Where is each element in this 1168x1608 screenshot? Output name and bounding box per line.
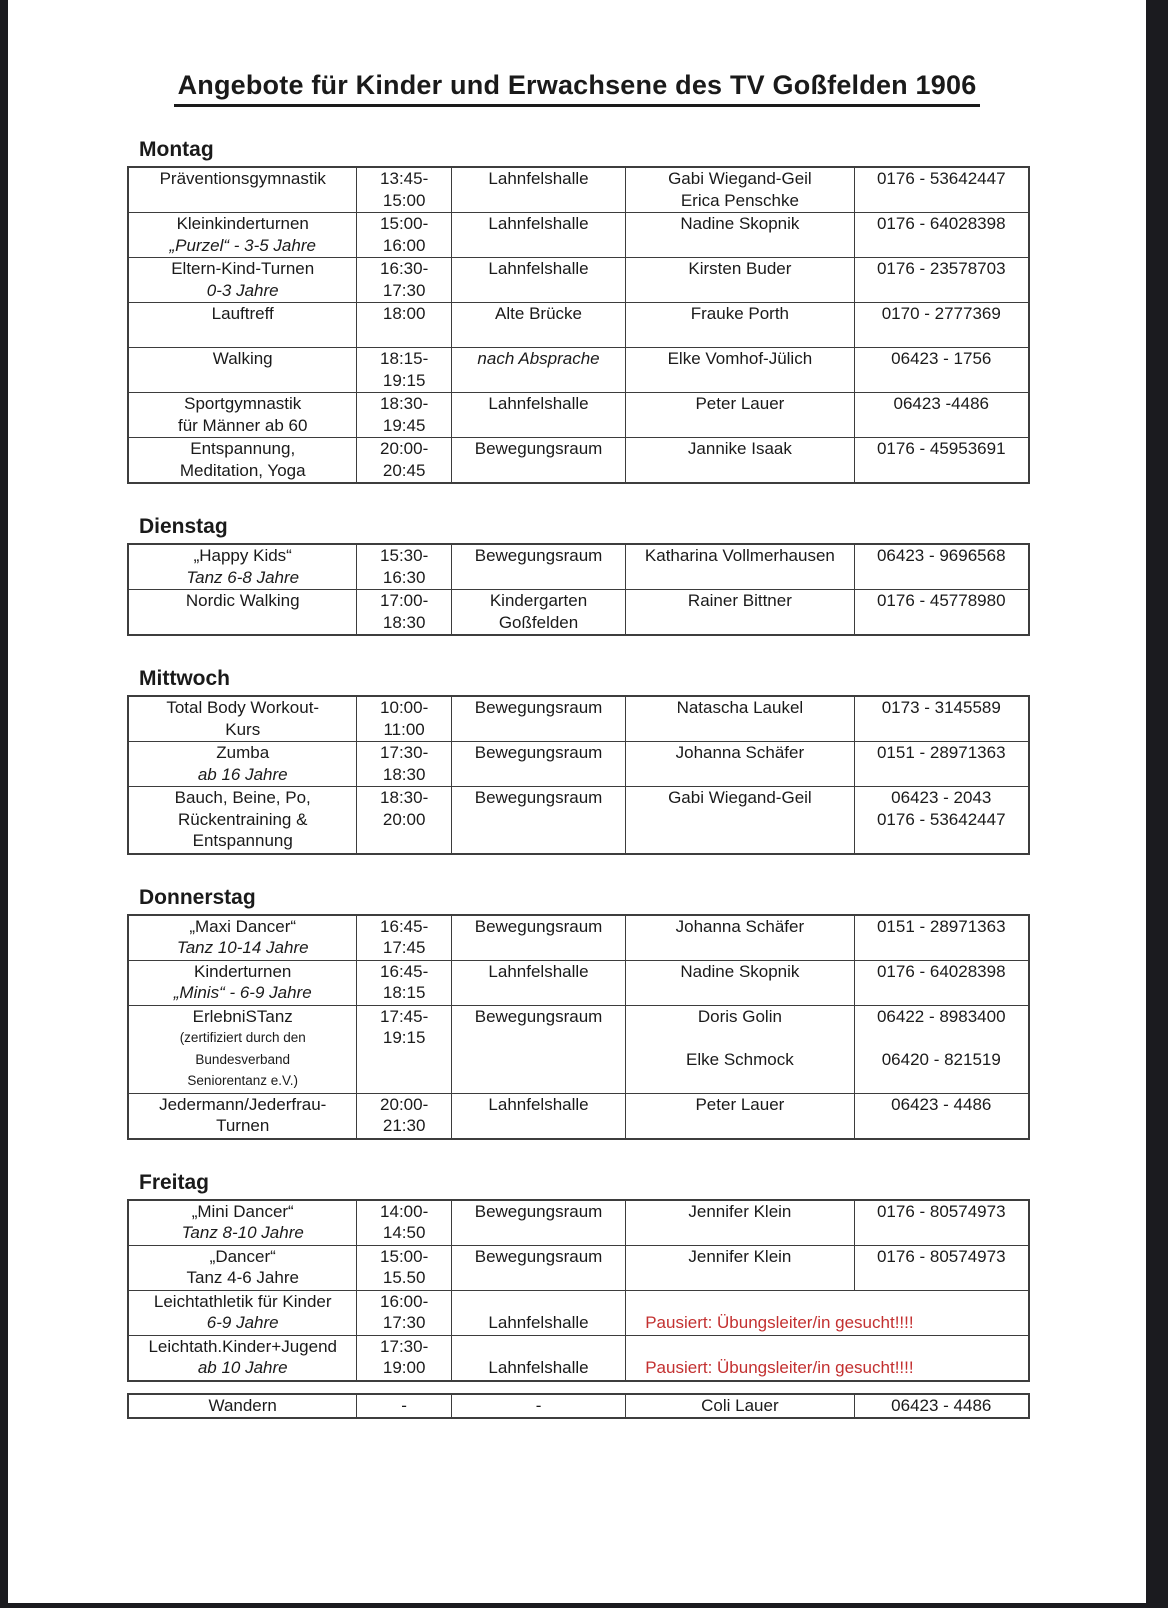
location-cell (451, 1201, 625, 1245)
cell-line (629, 1027, 850, 1049)
phone-cell (854, 438, 1028, 482)
phone-cell (854, 742, 1028, 786)
cell-line: Lahnfelshalle (488, 1094, 589, 1114)
cell-line: 15:00- (380, 1246, 429, 1266)
time-cell (356, 1006, 450, 1093)
cell-line: 0176 - 80574973 (876, 1201, 1006, 1221)
cell-line: Leichtath.Kinder+Jugend (148, 1336, 337, 1356)
cell-line: 16:30 (382, 567, 426, 587)
cell-line (455, 1336, 622, 1358)
cell-line: Lahnfelshalle (488, 214, 589, 233)
table-row (129, 302, 1028, 347)
day-section-freitag (127, 1170, 1030, 1382)
page-title (8, 70, 1146, 107)
document-page (8, 0, 1146, 1603)
location-cell (451, 1395, 625, 1418)
cell-line: Lauftreff (211, 304, 274, 323)
phone-cell (854, 545, 1028, 589)
location-cell (451, 438, 625, 482)
time-cell (356, 438, 450, 482)
cell-line: 20:00 (382, 809, 426, 829)
schedule-table (127, 166, 1030, 484)
cell-line (629, 1291, 1025, 1313)
cell-line: Bewegungsraum (474, 546, 603, 565)
cell-line: „Maxi Dancer“ (189, 916, 297, 936)
cell-line: 13:45- (380, 169, 429, 188)
schedule-table (127, 695, 1030, 855)
cell-line: Tanz 4-6 Jahre (186, 1268, 299, 1287)
cell-line: Jedermann/Jederfrau- (159, 1094, 327, 1114)
activity-cell (129, 787, 356, 853)
cell-line: 06423 - 4486 (891, 1395, 992, 1415)
location-cell (451, 168, 625, 212)
table-row (129, 741, 1028, 786)
cell-line: Coli Lauer (701, 1395, 779, 1415)
cell-line: 10:00- (380, 698, 429, 717)
cell-line: 17:30- (380, 743, 429, 762)
contact-cell (625, 348, 853, 392)
location-cell (451, 961, 625, 1005)
day-heading: Mittwoch (139, 667, 230, 690)
activity-cell (129, 1291, 356, 1335)
cell-line: 19:45 (382, 415, 426, 435)
cell-line: 18:30 (382, 612, 426, 632)
contact-cell (625, 697, 853, 741)
cell-line: 06423 - 2043 (891, 788, 992, 807)
activity-cell (129, 916, 356, 960)
cell-line: 0176 - 23578703 (876, 259, 1006, 278)
cell-line: ab 10 Jahre (197, 1358, 288, 1377)
time-cell (356, 787, 450, 853)
activity-cell (129, 1246, 356, 1290)
cell-line: 18:30 (382, 764, 426, 784)
location-cell (451, 742, 625, 786)
contact-cell (625, 1395, 853, 1418)
location-cell (451, 1291, 625, 1335)
time-cell (356, 961, 450, 1005)
contact-cell (625, 303, 853, 347)
cell-line: Jennifer Klein (688, 1201, 792, 1221)
time-cell (356, 213, 450, 257)
cell-line: Sportgymnastik (184, 394, 302, 413)
location-cell (451, 213, 625, 257)
time-cell (356, 742, 450, 786)
time-cell (356, 303, 450, 347)
table-row (129, 257, 1028, 302)
cell-line: 0176 - 64028398 (876, 214, 1006, 233)
time-cell (356, 1336, 450, 1380)
table-row (129, 1335, 1028, 1380)
activity-cell (129, 393, 356, 437)
time-cell (356, 258, 450, 302)
cell-line: 16:30- (380, 259, 429, 278)
cell-line: 0151 - 28971363 (876, 916, 1006, 936)
cell-line: Eltern-Kind-Turnen (171, 259, 315, 278)
activity-cell (129, 545, 356, 589)
cell-line: (zertifiziert durch den (179, 1030, 306, 1045)
cell-line: Bewegungsraum (474, 916, 603, 936)
contact-cell (625, 961, 853, 1005)
table-row (129, 589, 1028, 634)
cell-line: 21:30 (382, 1116, 426, 1135)
cell-line: 17:45- (380, 1006, 429, 1026)
activity-cell (129, 1006, 356, 1093)
cell-line: ErlebniSTanz (192, 1006, 293, 1026)
location-cell (451, 303, 625, 347)
cell-line: 06423 - 9696568 (876, 546, 1006, 565)
phone-cell (854, 697, 1028, 741)
cell-line: Erica Penschke (680, 190, 799, 210)
cell-line: Entspannung, (190, 439, 296, 458)
cell-line: Jennifer Klein (688, 1246, 792, 1266)
activity-cell (129, 1395, 356, 1418)
cell-line: 15:30- (380, 546, 429, 565)
cell-line: Johanna Schäfer (675, 916, 805, 936)
cell-line: Bewegungsraum (474, 1201, 603, 1221)
location-cell (451, 590, 625, 634)
cell-line: Gabi Wiegand-Geil (668, 169, 812, 188)
contact-cell (625, 438, 853, 482)
cell-line: Elke Schmock (686, 1049, 794, 1069)
cell-line: 20:45 (382, 460, 426, 480)
table-row (129, 1245, 1028, 1290)
cell-line: Lahnfelshalle (488, 1358, 589, 1377)
day-heading: Montag (139, 138, 214, 161)
table-row (129, 1093, 1028, 1138)
cell-line: „Dancer“ (209, 1246, 276, 1266)
day-section-mittwoch (127, 666, 1030, 855)
cell-line: „Mini Dancer“ (191, 1201, 294, 1221)
phone-cell (854, 961, 1028, 1005)
contact-cell (625, 1006, 853, 1093)
cell-line: 16:00- (380, 1291, 429, 1311)
table-row (129, 1005, 1028, 1093)
cell-line (360, 325, 447, 347)
table-row (129, 168, 1028, 212)
cell-line: 0176 - 53642447 (876, 169, 1006, 188)
cell-line: 17:00- (380, 591, 429, 610)
table-row (129, 697, 1028, 741)
phone-cell (854, 303, 1028, 347)
cell-line: 16:45- (380, 916, 429, 936)
cell-line: Kleinkinderturnen (176, 214, 309, 233)
location-cell (451, 787, 625, 853)
activity-cell (129, 742, 356, 786)
phone-cell (854, 1246, 1028, 1290)
cell-line: 18:00 (382, 304, 426, 323)
cell-line: 06422 - 8983400 (876, 1006, 1006, 1026)
cell-line: Tanz 10-14 Jahre (176, 938, 309, 957)
cell-line: 17:30- (380, 1336, 429, 1356)
cell-line: Lahnfelshalle (488, 169, 589, 188)
cell-line: Kindergarten (489, 591, 588, 610)
cell-line: nach Absprache (477, 349, 600, 368)
contact-cell (625, 393, 853, 437)
cell-line: Elke Vomhof-Jülich (667, 349, 813, 368)
cell-line: Johanna Schäfer (675, 743, 805, 762)
cell-line: 14:00- (380, 1201, 429, 1221)
phone-cell (854, 916, 1028, 960)
cell-line: 18:30- (380, 394, 429, 413)
cell-line: 18:15 (382, 983, 426, 1002)
cell-line: Wandern (208, 1395, 277, 1415)
activity-cell (129, 697, 356, 741)
cell-line: „Minis“ - 6-9 Jahre (173, 983, 312, 1002)
cell-line: Lahnfelshalle (488, 394, 589, 413)
activity-cell (129, 590, 356, 634)
cell-line: 0176 - 45953691 (876, 439, 1006, 458)
cell-line: 16:00 (382, 235, 426, 255)
cell-line: 16:45- (380, 961, 429, 981)
table-row (129, 960, 1028, 1005)
time-cell (356, 1201, 450, 1245)
cell-line: Bewegungsraum (474, 1246, 603, 1266)
cell-line: 18:15- (380, 349, 429, 368)
time-cell (356, 545, 450, 589)
location-cell (451, 545, 625, 589)
activity-cell (129, 168, 356, 212)
cell-line: 11:00 (383, 719, 425, 739)
cell-line: 15:00- (380, 214, 429, 233)
cell-line: Bewegungsraum (474, 743, 603, 762)
cell-line: Pausiert: Übungsleiter/in gesucht!!!! (645, 1358, 914, 1377)
time-cell (356, 916, 450, 960)
phone-cell (854, 590, 1028, 634)
phone-cell (854, 787, 1028, 853)
cell-line: Doris Golin (697, 1006, 782, 1026)
phone-cell (854, 393, 1028, 437)
phone-cell (854, 258, 1028, 302)
cell-line: Zumba (216, 743, 270, 762)
time-cell (356, 697, 450, 741)
contact-cell (625, 1094, 853, 1138)
table-row (129, 347, 1028, 392)
cell-line: 0176 - 45778980 (876, 591, 1006, 610)
cell-line: 18:30- (380, 788, 429, 807)
time-cell (356, 168, 450, 212)
schedule-sections (127, 137, 1030, 1419)
cell-line: 06423 -4486 (893, 394, 989, 413)
contact-cell (625, 590, 853, 634)
contact-cell (625, 787, 853, 853)
cell-line: Bewegungsraum (474, 439, 603, 458)
cell-line: Rainer Bittner (687, 591, 792, 610)
activity-cell (129, 1094, 356, 1138)
table-row (129, 1290, 1028, 1335)
cell-line: Tanz 8-10 Jahre (181, 1223, 304, 1242)
cell-line: „Purzel“ - 3-5 Jahre (169, 235, 316, 255)
cell-line: Alte Brücke (495, 304, 582, 323)
cell-line: 06423 - 4486 (891, 1094, 992, 1114)
day-section-dienstag (127, 514, 1030, 636)
cell-line: Lahnfelshalle (488, 961, 589, 981)
table-row (129, 545, 1028, 589)
cell-line (858, 1027, 1025, 1049)
cell-line: Natascha Laukel (676, 698, 804, 717)
location-cell (451, 393, 625, 437)
cell-line: 6-9 Jahre (206, 1313, 279, 1332)
cell-line: Kirsten Buder (688, 259, 792, 278)
table-row (129, 1395, 1028, 1418)
contact-cell (625, 258, 853, 302)
contact-cell (625, 1246, 853, 1290)
cell-line: Peter Lauer (695, 394, 785, 413)
location-cell (451, 348, 625, 392)
contact-cell (625, 916, 853, 960)
cell-line: - (535, 1395, 542, 1415)
location-cell (451, 697, 625, 741)
cell-line: 19:15 (382, 1028, 426, 1047)
page-title-text: Angebote für Kinder und Erwachsene des TV Goßfelden 1906 (174, 70, 981, 107)
day-heading: Donnerstag (139, 885, 256, 909)
table-row (129, 786, 1028, 853)
cell-line: Seniorentanz e.V.) (187, 1073, 298, 1088)
phone-cell (854, 1006, 1028, 1093)
activity-cell (129, 258, 356, 302)
cell-line: Bewegungsraum (474, 698, 603, 717)
cell-line: Nadine Skopnik (680, 214, 800, 233)
location-cell (451, 258, 625, 302)
activity-cell (129, 348, 356, 392)
cell-line: Katharina Vollmerhausen (644, 546, 835, 565)
contact-cell (625, 545, 853, 589)
cell-line: 0173 - 3145589 (881, 698, 1001, 717)
schedule-table (127, 1393, 1030, 1420)
location-cell (451, 1094, 625, 1138)
time-cell (356, 1094, 450, 1138)
location-cell (451, 1006, 625, 1093)
cell-line: 0170 - 2777369 (881, 304, 1001, 323)
cell-line: Peter Lauer (695, 1094, 785, 1114)
cell-line: für Männer ab 60 (177, 415, 308, 435)
contact-cell (625, 742, 853, 786)
cell-line: 0-3 Jahre (206, 280, 279, 300)
cell-line: 15:00 (382, 190, 426, 210)
cell-line: 17:30 (382, 280, 426, 300)
cell-line: Kurs (225, 719, 261, 739)
cell-line: Nordic Walking (185, 591, 300, 610)
cell-line: 19:15 (382, 370, 426, 390)
cell-line: Kinderturnen (194, 961, 292, 981)
contact-cell (625, 213, 853, 257)
cell-line: Rückentraining & (177, 809, 308, 829)
cell-line: Tanz 6-8 Jahre (186, 567, 300, 587)
cell-line: 19:00 (382, 1358, 426, 1377)
cell-line: Nadine Skopnik (680, 961, 800, 981)
schedule-table (127, 914, 1030, 1140)
phone-cell (854, 1395, 1028, 1418)
activity-cell (129, 438, 356, 482)
location-cell (451, 916, 625, 960)
cell-line: Gabi Wiegand-Geil (668, 788, 812, 807)
day-section-montag (127, 137, 1030, 484)
schedule-table (127, 543, 1030, 636)
activity-cell (129, 303, 356, 347)
activity-cell (129, 1336, 356, 1380)
time-cell (356, 1395, 450, 1418)
pause-note-cell (625, 1336, 1028, 1380)
cell-line: 17:45 (382, 938, 426, 957)
schedule-table (127, 1199, 1030, 1382)
cell-line: - (401, 1395, 407, 1415)
table-row (129, 1201, 1028, 1245)
phone-cell (854, 348, 1028, 392)
cell-line: Bewegungsraum (474, 788, 603, 807)
cell-line: Bauch, Beine, Po, (174, 788, 311, 807)
contact-cell (625, 1201, 853, 1245)
extra-section (127, 1393, 1030, 1420)
cell-line: Total Body Workout- (166, 698, 320, 717)
time-cell (356, 393, 450, 437)
cell-line: 17:30 (382, 1313, 426, 1332)
phone-cell (854, 1094, 1028, 1138)
cell-line: Bundesverband (195, 1051, 290, 1067)
cell-line: 06420 - 821519 (881, 1049, 1001, 1069)
cell-line (455, 1291, 622, 1313)
cell-line: Präventionsgymnastik (159, 169, 326, 188)
day-heading: Freitag (139, 1170, 210, 1194)
cell-line: Frauke Porth (690, 304, 790, 323)
table-row (129, 212, 1028, 257)
activity-cell (129, 1201, 356, 1245)
cell-line: 20:00- (380, 439, 429, 458)
table-row (129, 437, 1028, 482)
cell-line: 20:00- (380, 1094, 429, 1114)
location-cell (451, 1336, 625, 1380)
day-heading: Dienstag (139, 515, 228, 538)
phone-cell (854, 168, 1028, 212)
time-cell (356, 590, 450, 634)
cell-line: Entspannung (192, 831, 293, 850)
cell-line: Pausiert: Übungsleiter/in gesucht!!!! (645, 1313, 914, 1332)
cell-line: 15.50 (382, 1268, 426, 1287)
pause-note-cell (625, 1291, 1028, 1335)
cell-line: Lahnfelshalle (488, 1313, 589, 1332)
table-row (129, 916, 1028, 960)
cell-line: Turnen (216, 1116, 270, 1135)
phone-cell (854, 1201, 1028, 1245)
cell-line: „Happy Kids“ (193, 546, 292, 565)
cell-line: 14:50 (382, 1223, 426, 1242)
activity-cell (129, 961, 356, 1005)
cell-line: Walking (212, 349, 273, 368)
cell-line: Leichtathletik für Kinder (153, 1291, 332, 1311)
day-section-donnerstag (127, 885, 1030, 1140)
time-cell (356, 1246, 450, 1290)
cell-line: 06423 - 1756 (891, 349, 992, 368)
cell-line (629, 1336, 1025, 1358)
cell-line: 0176 - 80574973 (876, 1246, 1006, 1266)
cell-line: Bewegungsraum (474, 1006, 603, 1026)
contact-cell (625, 168, 853, 212)
time-cell (356, 1291, 450, 1335)
location-cell (451, 1246, 625, 1290)
cell-line: Jannike Isaak (687, 439, 792, 458)
cell-line: Meditation, Yoga (179, 460, 306, 480)
activity-cell (129, 213, 356, 257)
table-row (129, 392, 1028, 437)
cell-line: Lahnfelshalle (488, 259, 589, 278)
phone-cell (854, 213, 1028, 257)
cell-line: 0176 - 53642447 (876, 809, 1006, 829)
cell-line: ab 16 Jahre (197, 764, 288, 784)
cell-line: Goßfelden (498, 612, 579, 632)
cell-line: 0151 - 28971363 (876, 743, 1006, 762)
cell-line: 0176 - 64028398 (876, 961, 1006, 981)
time-cell (356, 348, 450, 392)
